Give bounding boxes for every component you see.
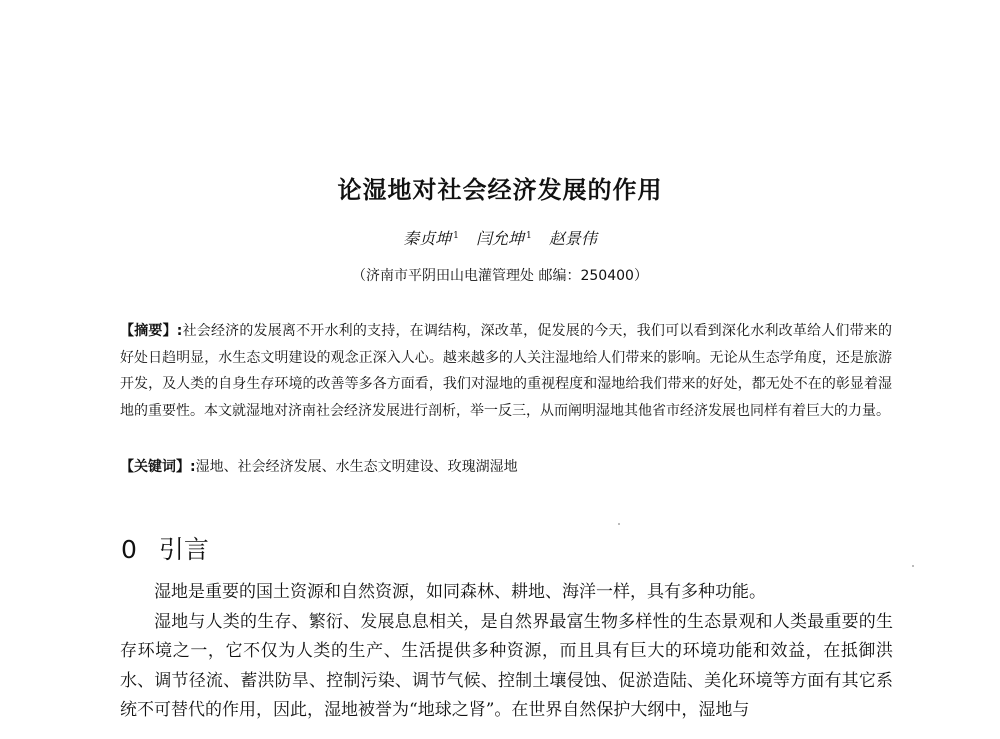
author-affiliation-mark: 1: [526, 230, 532, 241]
abstract-text: 社会经济的发展离不开水利的支持，在调结构，深改革，促发展的今天，我们可以看到深化水利改革给人们带来的好处日趋明显，水生态文明建设的观念正深入人心。越来越多的人关注湿地给人们带来的影响。无论从生态学角度，还是旅游开发，及人类的自身生存环境的改善等多各方面看，我们对湿地的重视程度和湿地给我们带来的好处，都无处不在的彰显着湿地的重要性。本文就湿地对济南社会经济发展进行剖析，举一反三，从而阐明湿地其他省市经济发展也同样有着巨大的力量。: [120, 323, 892, 419]
section-title: 引言: [158, 535, 209, 564]
author-2: [476, 229, 532, 248]
author-list: [0, 226, 1000, 249]
abstract: [120, 318, 892, 424]
paragraph: 湿地与人类的生存、繁衍、发展息息相关，是自然界最富生物多样性的生态景观和人类最重要的生存环境之一，它不仅为人类的生产、生活提供多种资源，而且具有巨大的环境功能和效益，在抵御洪水、调节径流、蓄洪防旱、控制污染、调节气候、控制土壤侵蚀、促淤造陆、美化环境等方面有其它系统不可替代的作用，因此，湿地被誉为“地球之肾”。在世界自然保护大纲中，湿地与: [120, 611, 893, 720]
section-number: 0: [121, 535, 137, 564]
keywords: [120, 454, 892, 480]
author-1: [403, 229, 459, 248]
body-text: [120, 578, 893, 726]
paragraph: 湿地是重要的国土资源和自然资源，如同森林、耕地、海洋一样，具有多种功能。: [154, 582, 766, 602]
author-name: 秦贞坤: [403, 229, 452, 248]
author-affiliation-mark: 1: [453, 230, 459, 241]
abstract-label: 【摘要】:: [120, 323, 183, 339]
paper-title: 论湿地对社会经济发展的作用: [337, 176, 663, 204]
affiliation: （济南市平阴田山电灌管理处 邮编：250400）: [352, 268, 648, 284]
section-heading: [121, 530, 209, 566]
keywords-label: 【关键词】:: [120, 459, 196, 475]
author-3: [549, 229, 597, 248]
author-name: 闫允坤: [475, 229, 524, 248]
keywords-text: 湿地、社会经济发展、水生态文明建设、玫瑰湖湿地: [195, 459, 518, 475]
scan-speck: [618, 523, 620, 525]
author-name: 赵景伟: [548, 229, 597, 248]
scan-speck: [912, 565, 914, 567]
